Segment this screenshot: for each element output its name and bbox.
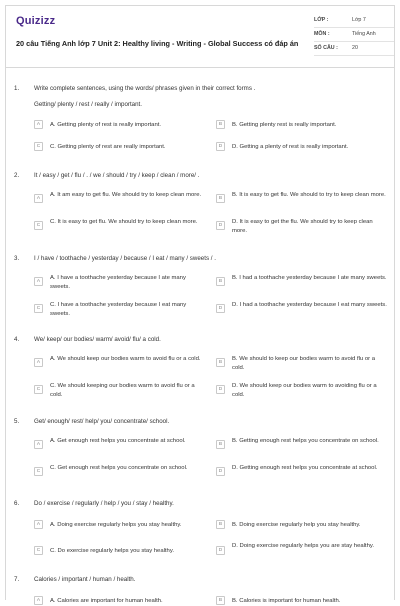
option-text: C. Getting plenty of rest are really important.: [50, 144, 166, 150]
option-text: D. Getting enough rest helps you concentrate at school.: [232, 465, 378, 471]
question-number: 2.: [14, 172, 20, 179]
meta-value: 20: [352, 45, 358, 51]
question-number: 4.: [14, 336, 20, 343]
option-text: D. Getting a plenty of rest is really important.: [232, 144, 349, 150]
option-letter-box: B: [216, 520, 225, 529]
option-text: A. Doing exercise regularly helps you stay healthy.: [50, 522, 182, 528]
meta-key: MÔN :: [314, 31, 330, 37]
option-text: B. Doing exercise regularly help you stay healthy.: [232, 522, 361, 528]
meta-key: LỚP :: [314, 17, 329, 23]
option-text: A. Getting plenty of rest is really important.: [50, 122, 161, 128]
question-text: Get/ enough/ rest/ help/ you/ concentrate/ school.: [34, 418, 170, 425]
quizizz-logo[interactable]: Quizizz: [16, 15, 56, 27]
option-letter-box: C: [34, 304, 43, 313]
question-prompt: Getting/ plenty / rest / really / important.: [34, 101, 142, 108]
option-text: C. Get enough rest helps you concentrate on school.: [50, 465, 188, 471]
option-text: D. We should keep our bodies warm to avoiding flu or a cold.: [232, 383, 377, 398]
meta-key: SỐ CÂU :: [314, 45, 338, 51]
option-letter-box: C: [34, 221, 43, 230]
option-text: C. Do exercise regularly helps you stay healthy.: [50, 548, 174, 554]
meta-value: Lớp 7: [352, 17, 366, 23]
question-text: We/ keep/ our bodies/ warm/ avoid/ flu/ a cold.: [34, 336, 161, 343]
option-letter-box: C: [34, 546, 43, 555]
option-letter-box: A: [34, 520, 43, 529]
meta-row-count: [314, 42, 394, 56]
option-letter-box: B: [216, 277, 225, 286]
option-letter-box: B: [216, 358, 225, 367]
meta-value: Tiếng Anh: [352, 31, 376, 37]
option-text: B. Getting plenty rest is really important.: [232, 122, 337, 128]
option-text: B. Getting enough rest helps you concentrate on school.: [232, 438, 379, 444]
option-text: D. I had a toothache yesterday because I eat many sweets.: [232, 302, 387, 308]
option-letter-box: A: [34, 596, 43, 605]
option-letter-box: D: [216, 385, 225, 394]
option-letter-box: D: [216, 221, 225, 230]
option-letter-box: A: [34, 277, 43, 286]
option-letter-box: D: [216, 142, 225, 151]
question-text: It / easy / get / flu / . / we / should / try / keep / clean / more/ .: [34, 172, 200, 179]
question-text: I / have / toothache / yesterday / because / I eat / many / sweets / .: [34, 255, 216, 262]
question-number: 3.: [14, 255, 20, 262]
option-letter-box: D: [216, 546, 225, 555]
option-text: C. I have a toothache yesterday because I eat many sweets.: [50, 302, 187, 317]
worksheet-header: [6, 6, 394, 68]
option-letter-box: C: [34, 385, 43, 394]
worksheet-meta: [314, 14, 394, 56]
option-text: D. Doing exercise regularly helps you are stay healthy.: [232, 543, 374, 549]
meta-row-class: [314, 14, 394, 28]
option-letter-box: B: [216, 120, 225, 129]
question-number: 1.: [14, 85, 20, 92]
option-text: A. We should keep our bodies warm to avoid flu or a cold.: [50, 356, 201, 362]
option-letter-box: B: [216, 194, 225, 203]
question-number: 6.: [14, 500, 20, 507]
question-number: 5.: [14, 418, 20, 425]
option-text: D. It is easy to get the flu. We should try to keep clean more.: [232, 219, 373, 234]
option-text: C. It is easy to get flu. We should try to keep clean more.: [50, 219, 198, 225]
option-letter-box: B: [216, 440, 225, 449]
option-letter-box: B: [216, 596, 225, 605]
option-text: B. We should to keep our bodies warm to avoid flu or a cold.: [232, 356, 375, 371]
option-text: A. Calories are important for human health.: [50, 598, 163, 604]
option-text: A. I have a toothache yesterday because I ate many sweets.: [50, 275, 186, 290]
option-text: C. We should keeping our bodies warm to avoid flu or a cold.: [50, 383, 195, 398]
worksheet-title: 20 câu Tiếng Anh lớp 7 Unit 2: Healthy living - Writing - Global Success có đáp án: [16, 39, 299, 48]
worksheet-card: [5, 5, 395, 604]
option-letter-box: A: [34, 194, 43, 203]
option-text: B. I had a toothache yesterday because I ate many sweets.: [232, 275, 387, 281]
question-number: 7.: [14, 576, 20, 583]
question-text: Do / exercise / regularly / help / you / stay / healthy.: [34, 500, 174, 507]
option-text: A. It am easy to get flu. We should try to keep clean more.: [50, 192, 202, 198]
question-text: Write complete sentences, using the words/ phrases given in their correct forms .: [34, 85, 256, 92]
option-letter-box: A: [34, 120, 43, 129]
option-letter-box: A: [34, 358, 43, 367]
option-text: B. It is easy to get flu. We should to try to keep clean more.: [232, 192, 386, 198]
option-letter-box: D: [216, 467, 225, 476]
meta-row-subject: [314, 28, 394, 42]
option-text: A. Get enough rest helps you concentrate at school.: [50, 438, 186, 444]
option-letter-box: C: [34, 142, 43, 151]
option-text: B. Calories is important for human health.: [232, 598, 341, 604]
option-letter-box: A: [34, 440, 43, 449]
option-letter-box: D: [216, 304, 225, 313]
question-text: Calories / important / human / health.: [34, 576, 136, 583]
option-letter-box: C: [34, 467, 43, 476]
